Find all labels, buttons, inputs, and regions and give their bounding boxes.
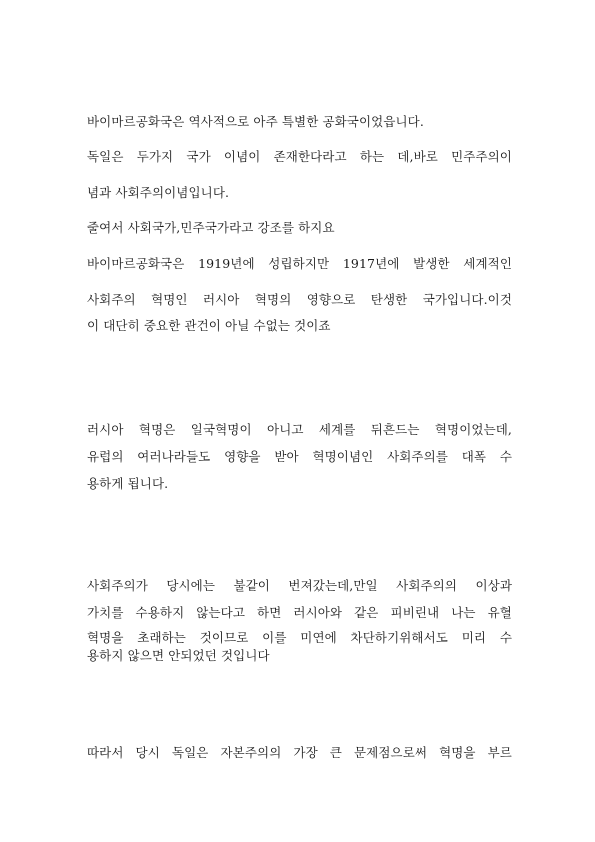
text-line: 념과 사회주의이념입니다. — [87, 185, 230, 200]
text-line: 바이마르공화국은 역사적으로 아주 특별한 공화국이었읍니다. — [87, 114, 424, 129]
text-line: 가치를 수용하지 않는다고 하면 러시아와 같은 피비린내 나는 유혈 — [87, 605, 512, 620]
text-line: 줄여서 사회국가,민주국가라고 강조를 하지요 — [87, 220, 335, 235]
text-line: 용하게 됩니다. — [87, 476, 169, 491]
text-line: 독일은 두가지 국가 이념이 존재한다라고 하는 데,바로 민주주의이 — [87, 149, 512, 164]
text-line: 바이마르공화국은 1919년에 성립하지만 1917년에 발생한 세계적인 — [87, 256, 512, 271]
text-line: 유럽의 여러나라들도 영향을 받아 혁명이념인 사회주의를 대폭 수 — [87, 449, 512, 464]
text-line: 이 대단히 중요한 관건이 아닐 수없는 것이죠 — [87, 318, 331, 333]
text-line: 용하지 않으면 안되었던 것입니다 — [87, 648, 270, 663]
text-line: 따라서 당시 독일은 자본주의의 가장 큰 문제점으로써 혁명을 부르 — [87, 745, 512, 760]
text-line: 러시아 혁명은 일국혁명이 아니고 세계를 뒤흔드는 혁명이었는데, — [87, 422, 512, 437]
text-line: 사회주의 혁명인 러시아 혁명의 영향으로 탄생한 국가입니다.이것 — [87, 292, 512, 307]
text-line: 사회주의가 당시에는 불같이 번져갔는데,만일 사회주의의 이상과 — [87, 578, 512, 593]
text-line: 혁명을 초래하는 것이므로 이를 미연에 차단하기위해서도 미리 수 — [87, 630, 512, 645]
